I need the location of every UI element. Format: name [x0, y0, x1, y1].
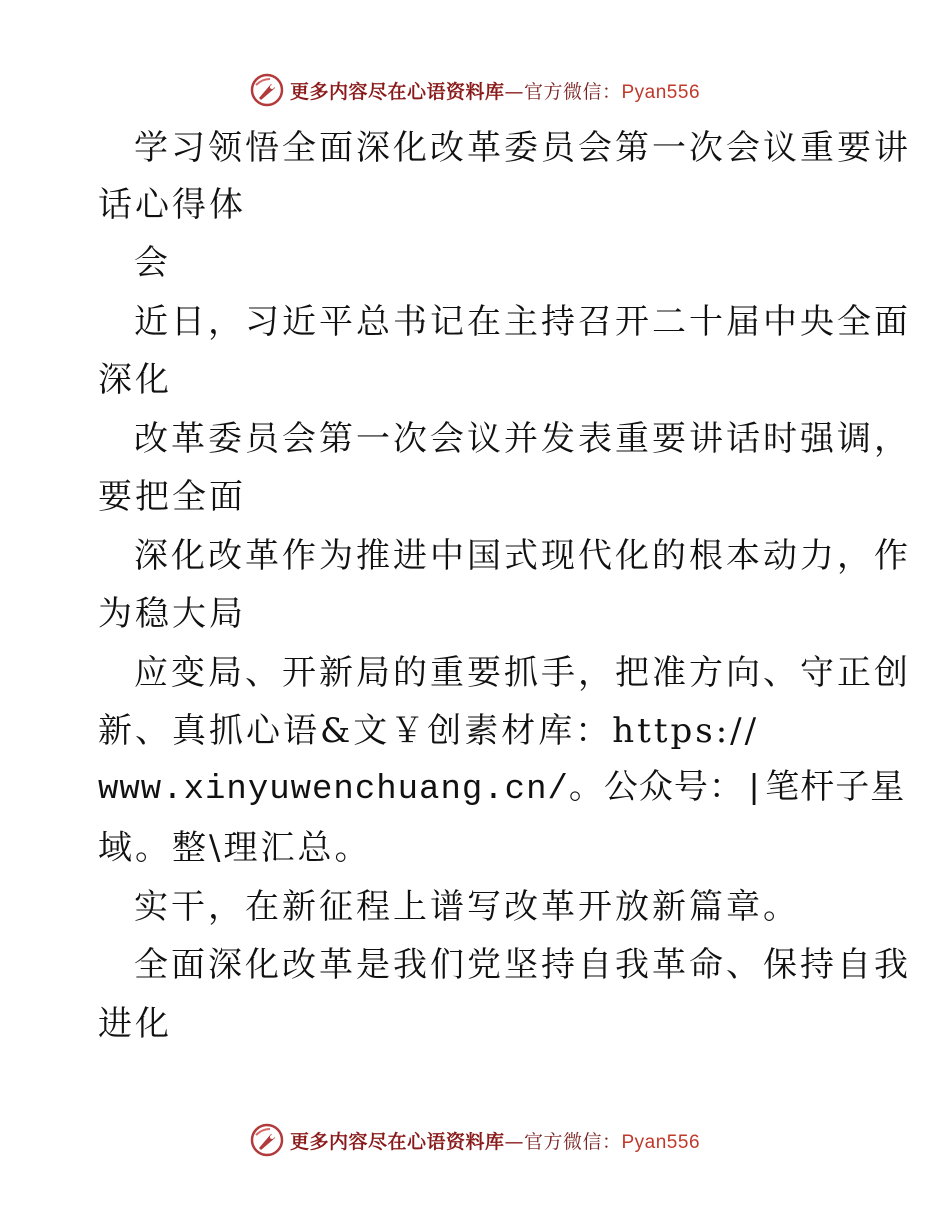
text-line: 域。整\理汇总。 [98, 828, 372, 868]
text-line: 会 [134, 243, 171, 283]
text-line: 要把全面 [98, 477, 246, 517]
text-line: 话心得体 [98, 185, 246, 225]
text-line: 实干，在新征程上谱写改革开放新篇章。 [134, 887, 800, 927]
text-line: 近日，习近平总书记在主持召开二十届中央全面 [134, 302, 911, 342]
text-line: 改革委员会第一次会议并发表重要讲话时强调， [134, 419, 911, 459]
banner-title: 更多内容尽在心语资料库 [289, 80, 505, 103]
banner-title: 更多内容尽在心语资料库 [289, 1130, 505, 1153]
banner-separator: — [504, 1130, 524, 1153]
banner-wechat-label: 官方微信： [523, 1130, 622, 1153]
banner-wechat-id: Pyan556 [621, 81, 701, 103]
text-line: 应变局、开新局的重要抓手，把准方向、守正创 [134, 653, 911, 693]
text-line: 深化 [98, 360, 172, 400]
text-line: 全面深化改革是我们党坚持自我革命、保持自我 [134, 945, 911, 985]
text-line: 新、真抓心语&文￥创素材库：https:// [98, 711, 760, 751]
text-line: 学习领悟全面深化改革委员会第一次会议重要讲 [134, 128, 911, 168]
banner-wechat-label: 官方微信： [523, 80, 622, 103]
text-line: www.xinyuwenchuang.cn/。公众号：|笔杆子星 [98, 771, 906, 809]
text-line: 进化 [98, 1004, 172, 1044]
pen-nib-logo-icon [250, 1123, 284, 1157]
banner-wechat-id: Pyan556 [621, 1131, 701, 1153]
banner-text [290, 1127, 700, 1154]
text-line: 深化改革作为推进中国式现代化的根本动力，作 [134, 536, 911, 576]
footer-banner [0, 1120, 950, 1160]
banner-separator: — [504, 80, 524, 103]
text-line: 为稳大局 [98, 594, 246, 634]
